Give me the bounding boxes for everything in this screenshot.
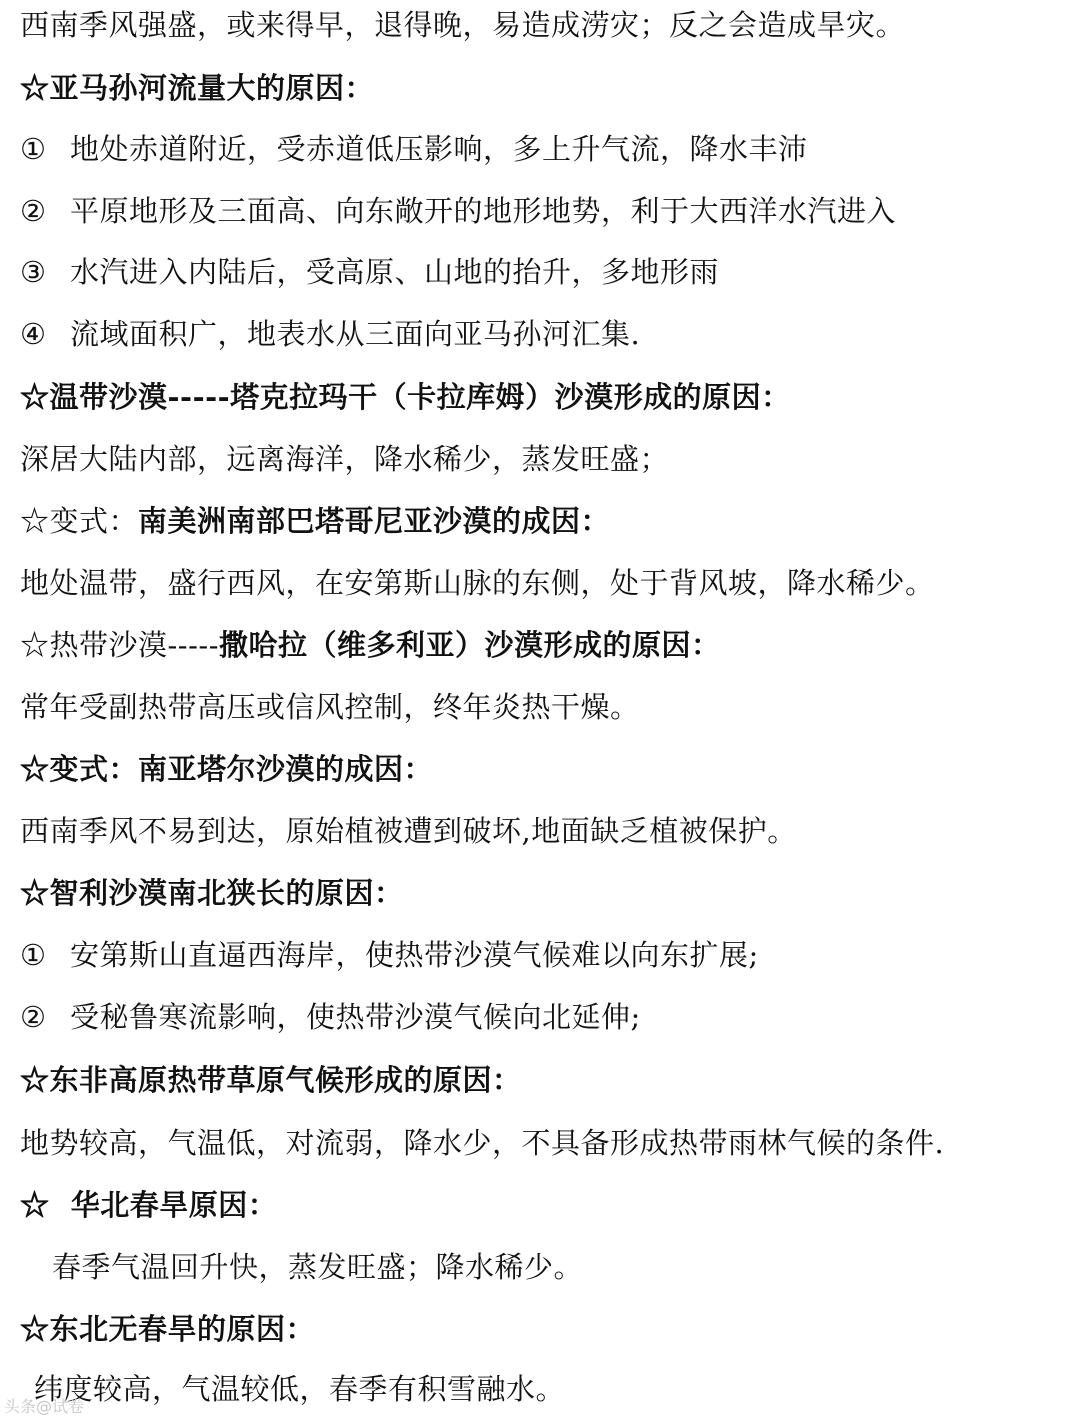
line-text: 地势较高，气温低，对流弱，降水少，不具备形成热带雨林气候的条件. (20, 1126, 945, 1160)
item-marker: ② (20, 194, 47, 228)
text-line (20, 676, 1070, 738)
line-text: 西南季风不易到达，原始植被遭到破坏,地面缺乏植被保护。 (20, 814, 797, 848)
item-marker: ④ (20, 317, 47, 351)
item-text: 地处赤道附近，受赤道低压影响，多上升气流，降水丰沛 (70, 132, 808, 166)
text-line (20, 800, 1070, 862)
line-text: 深居大陆内部，远离海洋，降水稀少，蒸发旺盛； (20, 442, 670, 476)
heading-text: ☆东北无春旱的原因： (20, 1312, 316, 1346)
text-line (34, 1358, 1070, 1420)
text-line (20, 428, 1070, 490)
heading-text: ☆温带沙漠-----塔克拉玛干（卡拉库姆）沙漠形成的原因： (20, 380, 791, 414)
item-text: 受秘鲁寒流影响，使热带沙漠气候向北延伸; (70, 1000, 641, 1034)
numbered-item (20, 303, 1070, 365)
numbered-item (20, 180, 1070, 242)
numbered-item (20, 241, 1070, 303)
text-line (52, 1236, 1070, 1298)
heading-text: ☆智利沙漠南北狭长的原因： (20, 876, 404, 910)
heading-prefix: ☆热带沙漠----- (20, 628, 219, 662)
line-text: 常年受副热带高压或信风控制，终年炎热干燥。 (20, 690, 640, 724)
item-text: 水汽进入内陆后，受高原、山地的抬升，多地形雨 (70, 255, 720, 289)
line-text: 西南季风强盛，或来得早，退得晚，易造成涝灾；反之会造成旱灾。 (20, 8, 906, 42)
item-text: 安第斯山直逼西海岸，使热带沙漠气候难以向东扩展; (70, 938, 759, 972)
numbered-item (20, 118, 1070, 180)
section-heading (20, 366, 1070, 428)
heading-text: ☆亚马孙河流量大的原因： (20, 71, 375, 105)
section-heading (20, 57, 1070, 119)
section-heading (20, 1049, 1070, 1111)
line-text: 地处温带，盛行西风，在安第斯山脉的东侧，处于背风坡，降水稀少。 (20, 566, 935, 600)
heading-text: ☆变式：南亚塔尔沙漠的成因： (20, 752, 434, 786)
line-text: 纬度较高，气温较低，春季有积雪融水。 (34, 1372, 566, 1406)
numbered-item (20, 986, 1070, 1048)
heading-text: ☆东非高原热带草原气候形成的原因： (20, 1063, 522, 1097)
heading-text: ☆ 华北春旱原因： (20, 1188, 278, 1222)
item-text: 流域面积广，地表水从三面向亚马孙河汇集. (70, 317, 641, 351)
section-heading (20, 862, 1070, 924)
watermark: 头条@试卷 (4, 1397, 85, 1416)
heading-text: 南美洲南部巴塔哥尼亚沙漠的成因： (138, 504, 611, 538)
section-heading (20, 490, 1070, 552)
section-heading (20, 614, 1070, 676)
section-heading (20, 738, 1070, 800)
text-line (20, 552, 1070, 614)
line-text: 春季气温回升快，蒸发旺盛；降水稀少。 (52, 1250, 584, 1284)
item-marker: ③ (20, 255, 47, 289)
text-line (20, 0, 1070, 56)
heading-prefix: ☆变式： (20, 504, 139, 538)
section-heading (20, 1298, 1070, 1360)
heading-text: 撒哈拉（维多利亚）沙漠形成的原因： (219, 628, 721, 662)
item-marker: ① (20, 938, 47, 972)
section-heading (20, 1174, 1070, 1236)
numbered-item (20, 924, 1070, 986)
item-text: 平原地形及三面高、向东敞开的地形地势，利于大西洋水汽进入 (70, 194, 897, 228)
item-marker: ② (20, 1000, 47, 1034)
item-marker: ① (20, 132, 47, 166)
text-line (20, 1112, 1070, 1174)
